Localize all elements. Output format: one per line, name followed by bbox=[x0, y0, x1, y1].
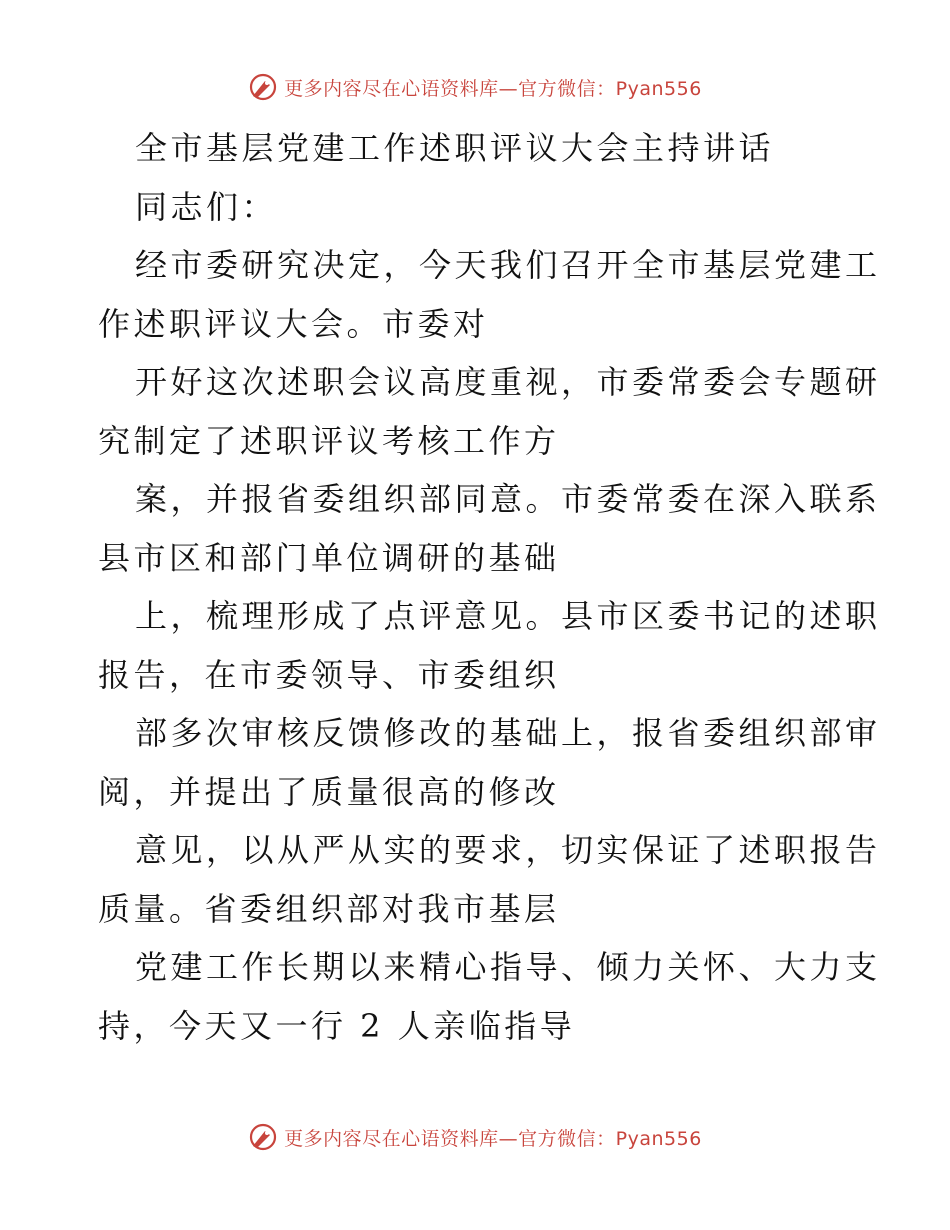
text-line: 质量。省委组织部对我市基层 bbox=[98, 889, 560, 928]
pen-nib-logo-icon bbox=[248, 72, 278, 102]
text-line: 持，今天又一行 2 人亲临指导 bbox=[98, 1006, 576, 1045]
text-line: 经市委研究决定，今天我们召开全市基层党建工 bbox=[135, 246, 881, 284]
header-watermark bbox=[0, 72, 950, 102]
text-line: 报告，在市委领导、市委组织 bbox=[98, 655, 560, 694]
text-line: 意见，以从严从实的要求，切实保证了述职报告 bbox=[135, 831, 881, 869]
text-line: 上，梳理形成了点评意见。县市区委书记的述职 bbox=[135, 597, 881, 635]
text-line: 党建工作长期以来精心指导、倾力关怀、大力支 bbox=[135, 948, 881, 986]
salutation: 同志们： bbox=[135, 187, 278, 226]
text-line: 阅，并提出了质量很高的修改 bbox=[98, 772, 560, 811]
text-line: 作述职评议大会。市委对 bbox=[98, 304, 489, 343]
watermark-text: 更多内容尽在心语资料库—官方微信：Pyan556 bbox=[284, 1127, 702, 1150]
text-line: 县市区和部门单位调研的基础 bbox=[98, 538, 560, 577]
text-line: 部多次审核反馈修改的基础上，报省委组织部审 bbox=[135, 714, 881, 752]
document-title: 全市基层党建工作述职评议大会主持讲话 bbox=[135, 129, 775, 167]
text-line: 案，并报省委组织部同意。市委常委在深入联系 bbox=[135, 480, 881, 518]
document-body bbox=[98, 124, 881, 1060]
text-line: 开好这次述职会议高度重视，市委常委会专题研 bbox=[135, 363, 881, 401]
pen-nib-logo-icon bbox=[248, 1122, 278, 1152]
watermark-text: 更多内容尽在心语资料库—官方微信：Pyan556 bbox=[284, 77, 702, 100]
text-line: 究制定了述职评议考核工作方 bbox=[98, 421, 560, 460]
paragraph-lines bbox=[98, 241, 881, 1060]
footer-watermark bbox=[0, 1122, 950, 1152]
